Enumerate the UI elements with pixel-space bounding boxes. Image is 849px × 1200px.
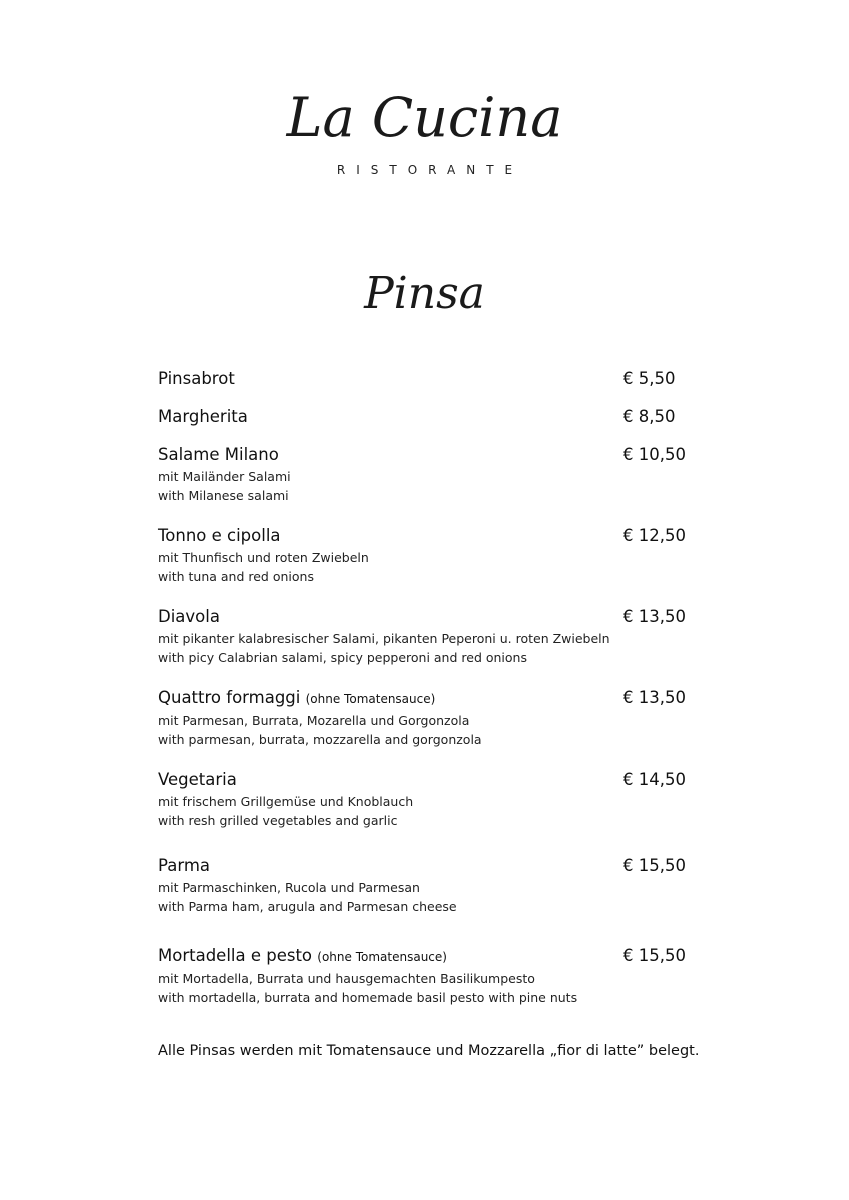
menu-item-price: € 5,50 — [623, 369, 676, 388]
menu-item-name: Parma — [158, 856, 210, 875]
menu-item-note: (ohne Tomatensauce) — [317, 950, 447, 964]
menu-list — [158, 367, 718, 1007]
menu-item-price: € 8,50 — [623, 407, 676, 426]
menu-item-tonno-e-cipolla — [158, 524, 718, 586]
menu-item-mortadella-e-pesto — [158, 944, 718, 1007]
menu-item-parma — [158, 854, 718, 916]
menu-item-description-de: mit Parmaschinken, Rucola und Parmesan — [158, 880, 420, 895]
menu-item-name: Margherita — [158, 407, 248, 426]
menu-item-name: Tonno e cipolla — [158, 526, 281, 545]
menu-item-name: Diavola — [158, 607, 220, 626]
restaurant-logo: La Cucina — [286, 86, 563, 149]
menu-item-name: Vegetaria — [158, 770, 237, 789]
menu-item-vegetaria — [158, 768, 718, 830]
menu-item-margherita — [158, 405, 718, 429]
menu-item-name: Pinsabrot — [158, 369, 235, 388]
menu-item-salame-milano — [158, 443, 718, 505]
menu-item-description-de: mit Parmesan, Burrata, Mozarella und Gorgonzola — [158, 713, 470, 728]
restaurant-subtitle: RISTORANTE — [336, 163, 524, 177]
menu-item-description-en: with parmesan, burrata, mozzarella and gorgonzola — [158, 732, 482, 747]
menu-item-price: € 13,50 — [623, 607, 686, 626]
menu-item-description-de: mit Mailänder Salami — [158, 469, 291, 484]
menu-item-quattro-formaggi — [158, 686, 718, 749]
menu-item-name: Salame Milano — [158, 445, 279, 464]
menu-item-price: € 13,50 — [623, 688, 686, 707]
menu-item-pinsabrot — [158, 367, 718, 391]
menu-item-price: € 14,50 — [623, 770, 686, 789]
menu-item-description-en: with tuna and red onions — [158, 569, 314, 584]
menu-item-price: € 12,50 — [623, 526, 686, 545]
menu-item-name: Mortadella e pesto — [158, 946, 313, 965]
section-title: Pinsa — [364, 268, 485, 319]
menu-item-description-de: mit pikanter kalabresischer Salami, pikanten Peperoni u. roten Zwiebeln — [158, 631, 610, 646]
menu-item-price: € 15,50 — [623, 856, 686, 875]
menu-item-description-en: with mortadella, burrata and homemade basil pesto with pine nuts — [158, 990, 578, 1005]
menu-item-name: Quattro formaggi — [158, 688, 301, 707]
menu-item-diavola — [158, 605, 718, 667]
menu-item-description-de: mit Thunfisch und roten Zwiebeln — [158, 550, 369, 565]
menu-item-price: € 10,50 — [623, 445, 686, 464]
menu-item-description-de: mit frischem Grillgemüse und Knoblauch — [158, 794, 414, 809]
menu-item-description-en: with Parma ham, arugula and Parmesan cheese — [158, 899, 457, 914]
menu-item-note: (ohne Tomatensauce) — [305, 692, 436, 706]
menu-item-description-en: with Milanese salami — [158, 488, 289, 503]
menu-item-description-de: mit Mortadella, Burrata und hausgemachten Basilikumpesto — [158, 971, 535, 986]
menu-item-description-en: with resh grilled vegetables and garlic — [158, 813, 398, 828]
menu-item-price: € 15,50 — [623, 946, 686, 965]
menu-item-description-en: with picy Calabrian salami, spicy pepperoni and red onions — [158, 650, 527, 665]
footer-note: Alle Pinsas werden mit Tomatensauce und Mozzarella „fior di latte” belegt. — [158, 1043, 700, 1059]
